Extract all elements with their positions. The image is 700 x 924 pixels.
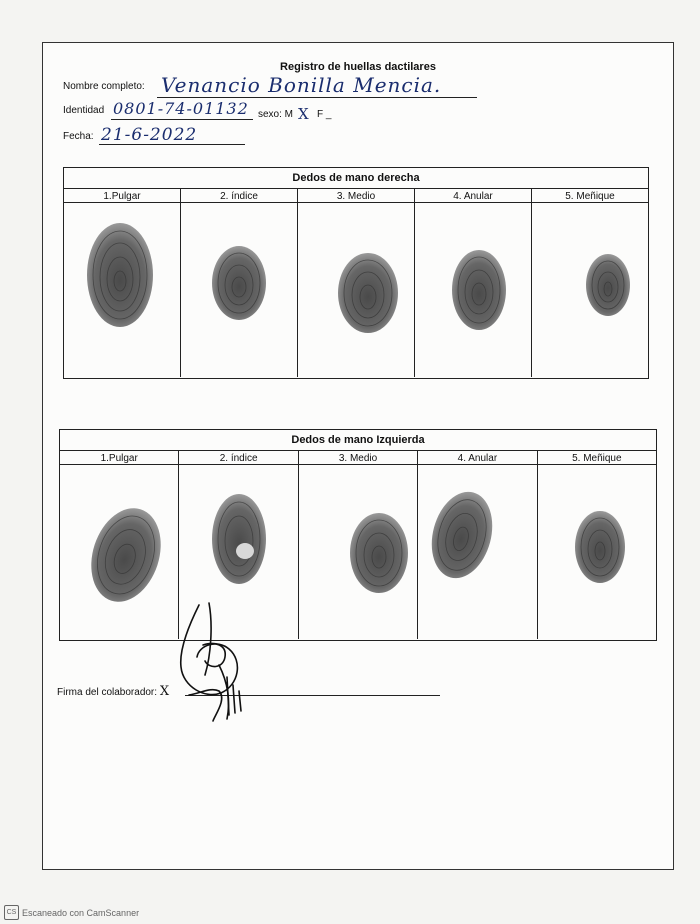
right-print-cell [532,203,648,377]
left-little-print [538,465,656,639]
right-header-middle: 3. Medio [298,189,415,203]
signature-label [57,684,170,699]
right-hand-prints [64,203,648,377]
camscanner-footer [4,905,139,920]
left-hand-headers [60,451,656,465]
left-print-cell [299,465,418,639]
date-underline [99,144,245,145]
right-print-cell [415,203,532,377]
name-label: Nombre completo: [63,81,145,92]
left-hand-prints [60,465,656,639]
right-middle-print [298,203,414,377]
name-value: Venancio Bonilla Mencia. [161,73,442,97]
handwritten-signature [169,595,259,725]
signature-x-mark: X [159,684,171,699]
right-hand-table [63,167,649,379]
right-hand-headers [64,189,648,203]
fingerprint-form-page [42,42,674,870]
camscanner-text: Escaneado con CamScanner [22,907,140,918]
date-value: 21-6-2022 [101,125,198,145]
left-hand-title: Dedos de mano Izquierda [60,430,656,451]
sex-label: sexo: M [258,109,294,120]
left-header-thumb: 1.Pulgar [60,451,179,465]
right-print-cell [181,203,298,377]
left-header-ring: 4. Anular [418,451,537,465]
right-header-little: 5. Meñique [532,189,648,203]
right-thumb-print [64,203,180,377]
left-thumb-print [60,465,178,639]
signature-label-text: Firma del colaborador: [57,687,158,698]
left-ring-print [418,465,536,639]
left-hand-table [59,429,657,641]
left-print-cell [60,465,179,639]
left-header-little: 5. Meñique [538,451,656,465]
left-print-cell [538,465,656,639]
right-ring-print [415,203,531,377]
left-print-cell [418,465,537,639]
right-header-ring: 4. Anular [415,189,532,203]
sex-mark: X [298,105,310,123]
sex-f-label: F _ [317,109,332,120]
id-label: Identidad [63,105,105,116]
name-underline [157,97,477,98]
form-title: Registro de huellas dactilares [280,61,436,73]
right-index-print [181,203,297,377]
camscanner-logo: CS [4,905,19,920]
left-middle-print [299,465,417,639]
right-little-print [532,203,648,377]
id-underline [111,119,253,120]
right-print-cell [64,203,181,377]
right-print-cell [298,203,415,377]
right-header-index: 2. índice [181,189,298,203]
date-label: Fecha: [63,131,94,142]
id-value: 0801-74-01132 [113,99,249,118]
right-hand-title: Dedos de mano derecha [64,168,648,189]
right-header-thumb: 1.Pulgar [64,189,181,203]
left-header-middle: 3. Medio [299,451,418,465]
left-header-index: 2. índice [179,451,298,465]
